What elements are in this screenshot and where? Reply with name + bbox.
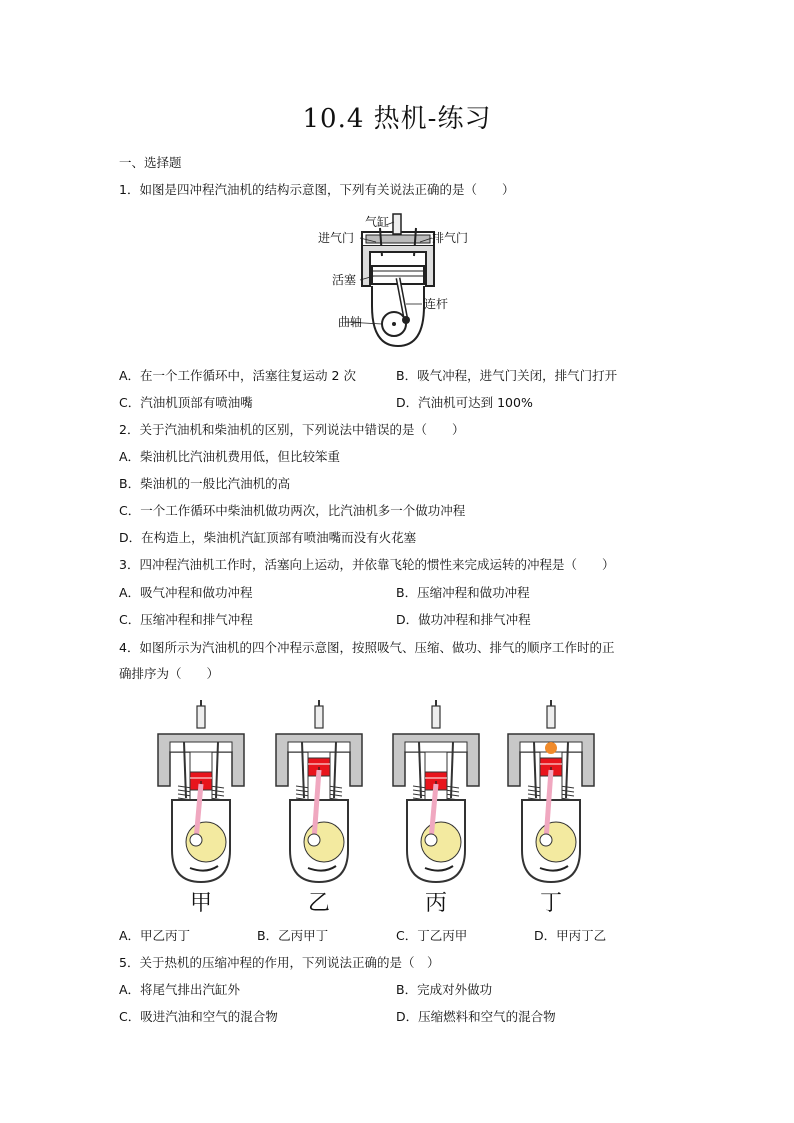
label-piston: 活塞 <box>332 273 357 287</box>
q2-option-a: A．柴油机比汽油机费用低，但比较笨重 <box>119 449 341 464</box>
label-crankshaft: 曲轴 <box>338 315 363 329</box>
q5-option-c: C．吸进汽油和空气的混合物 <box>119 1009 278 1024</box>
stroke-figure-1 <box>158 700 244 916</box>
q4-stem-line2: 确排序为（ ） <box>119 666 220 681</box>
stroke-figure-2 <box>276 700 362 916</box>
q4-option-a: A．甲乙丙丁 <box>119 928 191 943</box>
engine-structure-diagram <box>310 208 480 358</box>
q4-option-c: C．丁乙丙甲 <box>396 928 468 943</box>
q2-option-d: D．在构造上，柴油机汽缸顶部有喷油嘴而没有火花塞 <box>119 530 417 545</box>
q3-option-a: A．吸气冲程和做功冲程 <box>119 585 253 600</box>
q3-option-d: D．做功冲程和排气冲程 <box>396 612 531 627</box>
q1-option-a: A．在一个工作循环中，活塞往复运动 2 次 <box>119 368 356 383</box>
q4-option-b: B．乙丙甲丁 <box>257 928 329 943</box>
page-title: 10.4 热机-练习 <box>302 104 492 134</box>
q4-option-d: D．甲丙丁乙 <box>534 928 607 943</box>
stroke-figure-3 <box>393 700 479 916</box>
q1-stem: 1．如图是四冲程汽油机的结构示意图，下列有关说法正确的是（ ） <box>119 182 515 197</box>
section-heading: 一、选择题 <box>119 155 182 170</box>
label-intake-valve: 进气门 <box>318 231 355 245</box>
q4-stem-line1: 4．如图所示为汽油机的四个冲程示意图，按照吸气、压缩、做功、排气的顺序工作时的正 <box>119 640 615 655</box>
q5-option-b: B．完成对外做功 <box>396 982 493 997</box>
q1-option-c: C．汽油机顶部有喷油嘴 <box>119 395 253 410</box>
stroke-label-3: 丙 <box>424 891 448 916</box>
q1-option-d: D．汽油机可达到 100% <box>396 395 533 410</box>
q3-stem: 3．四冲程汽油机工作时，活塞向上运动，并依靠飞轮的惯性来完成运转的冲程是（ ） <box>119 557 615 572</box>
stroke-label-1: 甲 <box>189 891 213 916</box>
q3-option-b: B．压缩冲程和做功冲程 <box>396 585 530 600</box>
stroke-figure-4 <box>508 700 594 916</box>
q5-option-a: A．将尾气排出汽缸外 <box>119 982 241 997</box>
q1-option-b: B．吸气冲程，进气门关闭，排气门打开 <box>396 368 618 383</box>
q2-option-b: B．柴油机的一般比汽油机的高 <box>119 476 291 491</box>
stroke-label-2: 乙 <box>307 891 331 916</box>
q5-stem: 5．关于热机的压缩冲程的作用，下列说法正确的是（ ） <box>119 955 440 970</box>
label-cylinder: 气缸 <box>365 215 390 229</box>
q5-option-d: D．压缩燃料和空气的混合物 <box>396 1009 556 1024</box>
stroke-label-4: 丁 <box>539 891 563 916</box>
q2-stem: 2．关于汽油机和柴油机的区别，下列说法中错误的是（ ） <box>119 422 465 437</box>
four-strokes-diagram <box>150 700 620 920</box>
label-exhaust-valve: 排气门 <box>432 231 469 245</box>
q2-option-c: C．一个工作循环中柴油机做功两次，比汽油机多一个做功冲程 <box>119 503 466 518</box>
q3-option-c: C．压缩冲程和排气冲程 <box>119 612 253 627</box>
label-connecting-rod: 连杆 <box>424 297 449 311</box>
